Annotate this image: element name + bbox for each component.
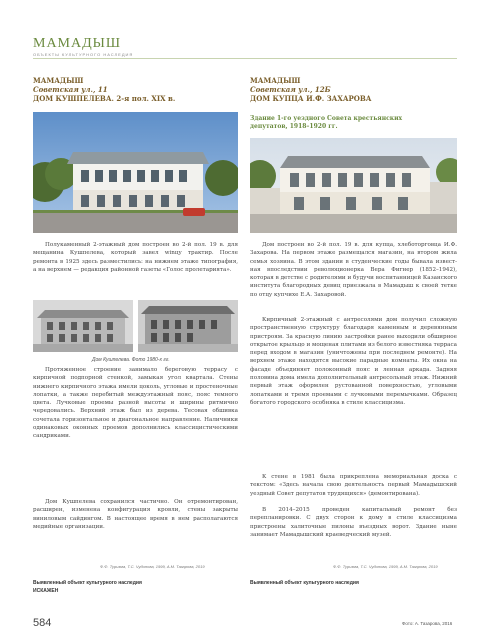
left-town: МАМАДЫШ (33, 76, 84, 85)
left-status-line-2: ИСКАЖЕН (33, 588, 59, 594)
left-street: Советская ул., 11 (33, 85, 108, 94)
right-green-line-1: Здание 1-го уездного Совета крестьянских (250, 115, 403, 122)
left-status-line-1: Выявленный объект культурного наследия (33, 580, 142, 586)
right-paragraph-4: В 2014–2015 проведен капитальный ремонт без перепланировки. С двух сторон к дому в стиле классицизма пристроены халиточные пилоны въездных ворот. Здание ныне занимает Мамадышский краеведческий музей. (250, 507, 457, 538)
left-status (33, 579, 238, 595)
right-object-name: ДОМ КУПЦА И.Ф. ЗАХАРОВА (250, 94, 372, 103)
left-paragraph-3: Дом Кушпелева сохранился частично. Он отремонтирован, расширен, изменена конфигурация кровли, стены закрыты виниловым сайдингом. В настоящее время в нем располагаются медийные организации. (33, 499, 238, 530)
right-paragraph-3: К стене в 1981 была прикреплена мемориальная доска с текстом: «Здесь начала свою деятельность первый Мамадышский уездный Совет депутатов трудящихся» (демонтирована). (250, 474, 457, 497)
right-status (250, 579, 457, 587)
left-object-name: ДОМ КУШПЕЛЕВА. 2-я пол. XIX в. (33, 94, 176, 103)
left-paragraph-2: Протяженное строение занимало береговую террасу с кирпичной подпорной стенкой, замыкая угол квартала. Стены нижнего кирпичного этажа имели цоколь, угловые и простеночные лопатки, а также перебитый междуэтажный пояс, пояс темного цвета. Лучковые проемы разной высоты и ширины ритмично чередовались. Верхний этаж был из дерева. Тесовая обшивка сочетала горизонтальное и диагональное направление. Наличники одинаковых оконных проемов дополнились классицистическими сандриками. (33, 367, 238, 440)
page-number: 584 (33, 617, 52, 629)
right-status-line-1: Выявленный объект культурного наследия (250, 580, 359, 586)
right-credit: Ф.Ф. Туризма, Т.С. Чудинова, 1999, А.М. Тазарова, 2019 (333, 564, 438, 569)
left-paragraph-1: Полукаменный 2-этажный дом построен во 2-й пол. 19 в. для мещанина Кушпелева, который завел winцу трактир. После ремонта в 1925 здесь разместились: на нижнем этаже типография, а на верхнем — редакция районной газеты «Голос пролетарията». (33, 242, 238, 273)
left-heading-block (33, 76, 238, 103)
left-archive-photos (33, 300, 238, 352)
right-heading-block (250, 76, 457, 103)
left-credit: Ф.Ф. Туризма, Т.С. Чудинова, 1999, А.М. Тазарова, 2019 (100, 564, 205, 569)
right-green-line-2: депутатов, 1918–1920 гг. (250, 123, 338, 130)
page-title: МАМАДЫШ (33, 36, 121, 51)
left-main-photo (33, 112, 238, 233)
left-photo-caption: Дом Кушпелева. Фото 1980-х гг. (92, 357, 170, 363)
right-main-photo (250, 138, 457, 233)
page-subtitle: ОБЪЕКТЫ КУЛЬТУРНОГО НАСЛЕДИЯ (33, 52, 134, 57)
footer-photo-credit: Фото: А. Тазарова, 2016 (402, 621, 453, 626)
header-divider (33, 58, 457, 59)
right-paragraph-2: Кирпичный 2-этажный с антресолями дом получил сложную пространственную структуру благодаря каменным и деревянным пристроям. За красную линию застройки ранее выходили обширное открытое крыльцо и мощеная плитами из белого известняка терраса перед входом в магазин (уничтожены при последнем ремонте). На верхнем этаже находятся высокие парадные комнаты. Их окна на фасаде объединяет полоконный пояс и ленная аркада. Задняя половина дома имела дополнительный антресольный этаж. Нижний первый этаж оформлен рустованной поверхностью, угловыми лопатками и тремя проемами с лучковыми перемычками. Образец богатого городского особняка в стиле классицизма. (250, 317, 457, 406)
right-street: Советская ул., 12Б (250, 85, 331, 94)
right-town: МАМАДЫШ (250, 76, 301, 85)
right-green-block (250, 115, 457, 131)
right-paragraph-1: Дом построен во 2-й пол. 19 в. для купца, хлеботорговца И.Ф. Захарова. На первом этаже размещался магазин, на втором жила семья хозяина. В этом здании в студенческие годы бывала известная впоследствии революционерка Вера Фигнер (1852–1942), которая в детстве с родителями и будучи воспитанницей Казанского института благородных девиц приезжала в Мамадыш к своей тетке по отцу купчихе Е.А. Захаровой. (250, 242, 457, 298)
